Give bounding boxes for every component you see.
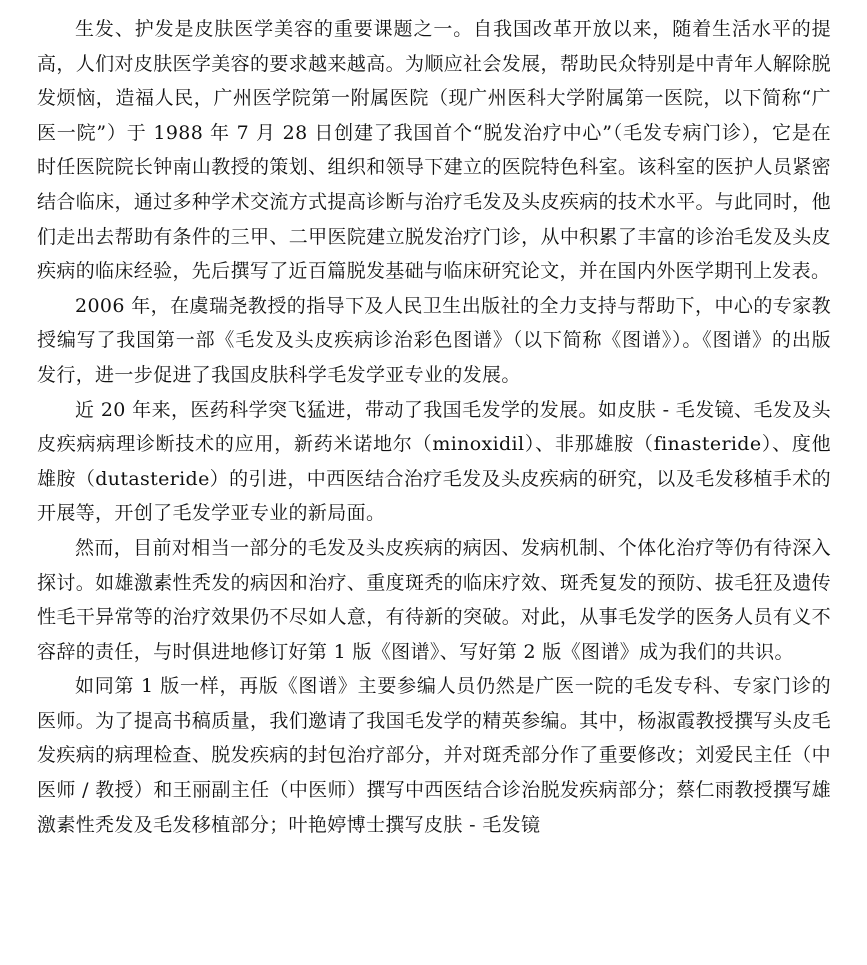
paragraph-history: 生发、护发是皮肤医学美容的重要课题之一。自我国改革开放以来，随着生活水平的提高，人们对皮肤医学美容的要求越来越高。为顺应社会发展，帮助民众特别是中青年人解除脱发烦恼，造福人民，广州医学院第一附属医院（现广州医科大学附属第一医院，以下简称“广医一院”）于 1988 年 7 月 28 日创建了我国首个“脱发治疗中心”（毛发专病门诊），它是在时任医院院长钟南山教授的策划、组织和领导下建立的医院特色科室。该科室的医护人员紧密结合临床，通过多种学术交流方式提高诊断与治疗毛发及头皮疾病的技术水平。与此同时，他们走出去帮助有条件的三甲、二甲医院建立脱发治疗门诊，从中积累了丰富的诊治毛发及头皮疾病的临床经验，先后撰写了近百篇脱发基础与临床研究论文，并在国内外医学期刊上发表。 <box>37 18 831 283</box>
paragraph-challenges: 然而，目前对相当一部分的毛发及头皮疾病的病因、发病机制、个体化治疗等仍有待深入探讨。如雄激素性秃发的病因和治疗、重度斑秃的临床疗效、斑秃复发的预防、拔毛狂及遗传性毛干异常等的治疗效果仍不尽如人意，有待新的突破。对此，从事毛发学的医务人员有义不容辞的责任，与时俱进地修订好第 1 版《图谱》、写好第 2 版《图谱》成为我们的共识。 <box>37 536 831 663</box>
paragraph-contributors: 如同第 1 版一样，再版《图谱》主要参编人员仍然是广医一院的毛发专科、专家门诊的医师。为了提高书稿质量，我们邀请了我国毛发学的精英参编。其中，杨淑霞教授撰写头皮毛发疾病的病理检查、脱发疾病的封包治疗部分，并对斑秃部分作了重要修改；刘爱民主任（中医师 / 教授）和王丽副主任（中医师）撰写中西医结合诊治脱发疾病部分；蔡仁雨教授撰写雄激素性秃发及毛发移植部分；叶艳婷博士撰写皮肤 - 毛发镜 <box>37 675 831 836</box>
paragraph-first-edition: 2006 年，在虞瑞尧教授的指导下及人民卫生出版社的全力支持与帮助下，中心的专家教授编写了我国第一部《毛发及头皮疾病诊治彩色图谱》（以下简称《图谱》）。《图谱》的出版发行，进一步促进了我国皮肤科学毛发学亚专业的发展。 <box>37 294 831 386</box>
paragraph-recent-advances: 近 20 年来，医药科学突飞猛进，带动了我国毛发学的发展。如皮肤 - 毛发镜、毛发及头皮疾病病理诊断技术的应用，新药米诺地尔（minoxidil）、非那雄胺（finasteride）、度他雄胺（dutasteride）的引进，中西医结合治疗毛发及头皮疾病的研究，以及毛发移植手术的开展等，开创了毛发学亚专业的新局面。 <box>37 398 831 525</box>
